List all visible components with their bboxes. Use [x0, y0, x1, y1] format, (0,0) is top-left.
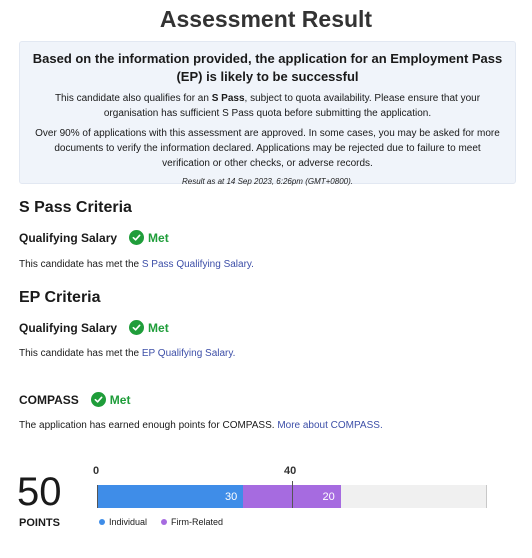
compass-label: COMPASS — [19, 392, 79, 407]
axis-tick-label: 0 — [93, 465, 100, 477]
compass-points-value: 50 — [17, 470, 62, 514]
check-circle-icon — [91, 392, 106, 407]
spass-qualifying-salary-label: Qualifying Salary — [19, 230, 118, 245]
legend-item — [99, 517, 147, 527]
spass-criteria-heading: S Pass Criteria — [19, 199, 132, 216]
more-about-compass-link[interactable]: More about COMPASS. — [277, 420, 383, 431]
result-summary-box — [19, 41, 516, 184]
compass-points-label: POINTS — [19, 517, 60, 529]
spass-salary-note: This candidate has met the S Pass Qualifying Salary. — [19, 259, 254, 270]
legend-item — [161, 517, 223, 527]
page-title: Assessment Result — [159, 6, 373, 32]
axis-zero-line — [97, 485, 98, 508]
ep-salary-note: This candidate has met the EP Qualifying Salary. — [19, 348, 236, 359]
legend-dot-icon — [99, 519, 105, 525]
points-bar-value-label: 30 — [225, 490, 238, 503]
ep-criteria-heading: EP Criteria — [19, 289, 101, 306]
spass-status-met: Met — [148, 230, 169, 245]
spass-eligibility-note: This candidate also qualifies for an S Pass, subject to quota availability. Please ensure that your organisation has sufficient S Pass quota before submitting the application. — [54, 93, 481, 119]
result-timestamp: Result as at 14 Sep 2023, 6:26pm (GMT+0800). — [182, 177, 353, 186]
compass-note: The application has earned enough points for COMPASS. More about COMPASS. — [19, 420, 383, 431]
ep-qualifying-salary-link[interactable]: EP Qualifying Salary. — [141, 348, 236, 359]
legend-label: Individual — [109, 517, 148, 527]
points-bar-value-label: 20 — [322, 490, 335, 503]
axis-tick-label: 40 — [284, 465, 297, 477]
ep-status-met: Met — [148, 320, 169, 335]
ep-qualifying-salary-row — [19, 320, 169, 335]
check-circle-icon — [129, 320, 144, 335]
legend-label: Firm-Related — [171, 517, 224, 527]
ep-qualifying-salary-label: Qualifying Salary — [19, 320, 118, 335]
legend-dot-icon — [161, 519, 167, 525]
compass-row — [19, 392, 130, 407]
result-headline: Based on the information provided, the application for an Employment Pass (EP) is likely to be successful — [32, 51, 503, 84]
compass-status-met: Met — [109, 392, 131, 407]
approval-note: Over 90% of applications with this assessment are approved. In some cases, you may be asked for more documents to verify the information declared. Applications may be rejected due to failure to meet verification or other checks, or adverse records. — [35, 128, 500, 169]
spass-qualifying-salary-row — [19, 230, 169, 245]
spass-qualifying-salary-link[interactable]: S Pass Qualifying Salary. — [141, 259, 254, 270]
check-circle-icon — [129, 230, 144, 245]
points-bar-individual — [97, 485, 243, 508]
points-legend — [99, 517, 237, 527]
threshold-line — [292, 481, 293, 508]
